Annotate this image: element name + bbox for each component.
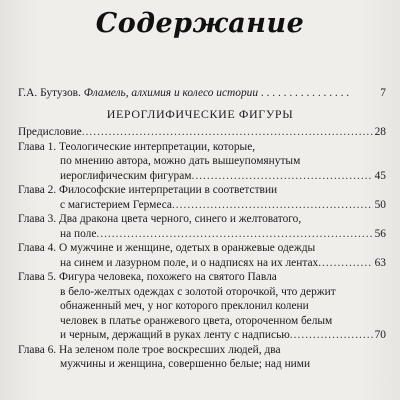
toc-entry — [18, 270, 386, 343]
section-heading: ИЕРОГЛИФИЧЕСКИЕ ФИГУРЫ — [106, 107, 294, 121]
toc-entry-line: Глава 4. О мужчине и женщине, одетых в оранжевые одежды — [18, 242, 316, 254]
toc-entry-line — [18, 125, 386, 140]
intro-author: Г.А. Бутузов. — [18, 87, 81, 99]
toc-dot-leader — [82, 125, 373, 140]
intro-title: Фламель, алхимия и колесо истории — [80, 87, 259, 99]
toc-entry-line: обнаженный меч, у ног которого преклонил колени — [60, 300, 309, 312]
toc-entry — [18, 125, 386, 140]
table-of-contents — [18, 125, 386, 372]
intro-dots: . . . . . . . . . . . . . . . . — [258, 87, 350, 99]
intro-entry — [18, 86, 386, 100]
toc-dot-leader — [318, 256, 372, 271]
toc-entry — [18, 343, 386, 372]
toc-entry-line: Глава 5. Фигура человека, похожего на святого Павла — [18, 271, 277, 283]
toc-entry — [18, 212, 386, 241]
toc-dot-leader — [96, 227, 372, 242]
toc-entry — [18, 183, 386, 212]
toc-entry-line: Глава 1. Теологические интерпретации, которые, — [18, 140, 256, 153]
toc-entry-text: на поле — [60, 227, 97, 240]
toc-entry-line: Глава 3. Два дракона цвета черного, синего и желтоватого, — [18, 213, 302, 225]
toc-entry-line — [18, 256, 386, 271]
toc-entry-text: с магистерием Гермеса — [60, 198, 172, 211]
toc-entry-text: на синем и лазурном поле, и о надписях на их лентах — [60, 256, 319, 269]
toc-entry-line — [18, 227, 386, 242]
toc-entry-text: и черным, держащий в руках ленту с надписью — [60, 329, 290, 341]
toc-page-number: 70 — [374, 329, 386, 341]
toc-page-number: 63 — [374, 256, 386, 269]
page-title: Содержание — [95, 8, 305, 39]
toc-entry-line — [18, 169, 386, 184]
toc-entry-line: в бело-желтых одеждах с золотой оторочкой, что держит — [60, 285, 336, 298]
toc-page-number: 56 — [374, 227, 386, 240]
toc-page-number: 28 — [374, 126, 386, 138]
intro-page-number: 7 — [380, 87, 386, 99]
toc-entry — [18, 241, 386, 270]
toc-entry — [18, 140, 386, 184]
toc-dot-leader — [172, 198, 373, 213]
toc-entry-line: Глава 6. На зеленом поле трое воскресших людей, два — [18, 343, 281, 356]
toc-entry-line — [18, 198, 386, 213]
toc-entry-line: мужчины и женщина, совершенно белые; над ними — [60, 358, 311, 370]
toc-entry-line — [18, 328, 386, 343]
toc-entry-text: Предисловие — [18, 126, 82, 138]
toc-entry-line: человек в платье оранжевого цвета, отороченном белым — [60, 314, 333, 327]
toc-entry-line: Глава 2. Философские интерпретации в соответствии — [18, 184, 278, 196]
toc-entry-line: по мнению автора, можно дать вышеупомянутым — [60, 155, 301, 167]
toc-dot-leader — [192, 169, 373, 184]
toc-entry-text: иероглифическим фигурам — [60, 169, 192, 182]
toc-dot-leader — [290, 328, 373, 343]
toc-page-number: 45 — [374, 169, 386, 182]
toc-page-number: 50 — [374, 198, 386, 211]
